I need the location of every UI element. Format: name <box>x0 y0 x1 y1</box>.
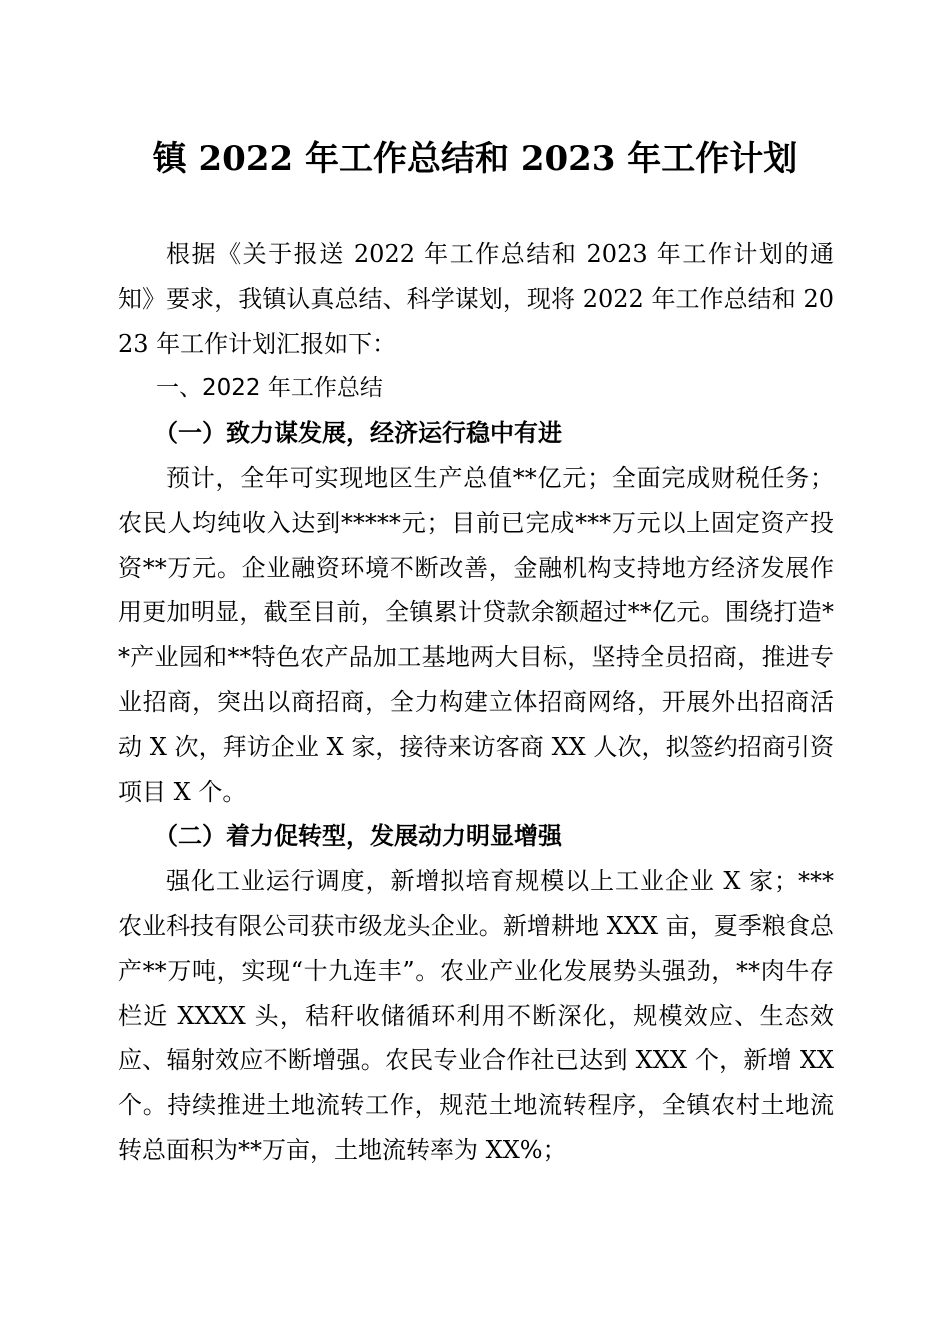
section-heading-summary: 一、2022 年工作总结 <box>156 375 383 402</box>
economy-paragraph: 预计，全年可实现地区生产总值**亿元；全面完成财税任务；农民人均纯收入达到*****元；目前已完成***万元以上固定资产投资**万元。企业融资环境不断改善，金融机构支持地方经济发展作用更加明显，截至目前，全镇累计贷款余额超过**亿元。围绕打造**产业园和**特色农产品加工基地两大目标，坚持全员招商，推进专业招商，突出以商招商，全力构建立体招商网络，开展外出招商活动 X 次，拜访企业 X 家，接待来访客商 XX 人次，拟签约招商引资项目 X 个。 <box>118 463 834 806</box>
subsection-heading-transformation: （二）着力促转型，发展动力明显增强 <box>154 821 562 851</box>
transformation-paragraph: 强化工业运行调度，新增拟培育规模以上工业企业 X 家；***农业科技有限公司获市级龙头企业。新增耕地 XXX 亩，夏季粮食总产**万吨，实现“十九连丰”。农业产业化发展势头强劲，**肉牛存栏近 XXXX 头，秸秆收储循环利用不断深化，规模效应、生态效应、辐射效应不断增强。农民专业合作社已达到 XXX 个，新增 XX 个。持续推进土地流转工作，规范土地流转程序，全镇农村土地流转总面积为**万亩，土地流转率为 XX%； <box>118 867 834 1164</box>
document-body <box>118 232 834 1173</box>
document-title: 镇 2022 年工作总结和 2023 年工作计划 <box>152 139 798 179</box>
subsection-heading-economy: （一）致力谋发展，经济运行稳中有进 <box>154 418 562 448</box>
intro-paragraph: 根据《关于报送 2022 年工作总结和 2023 年工作计划的通知》要求，我镇认真总结、科学谋划，现将 2022 年工作总结和 2023 年工作计划汇报如下： <box>118 240 834 358</box>
